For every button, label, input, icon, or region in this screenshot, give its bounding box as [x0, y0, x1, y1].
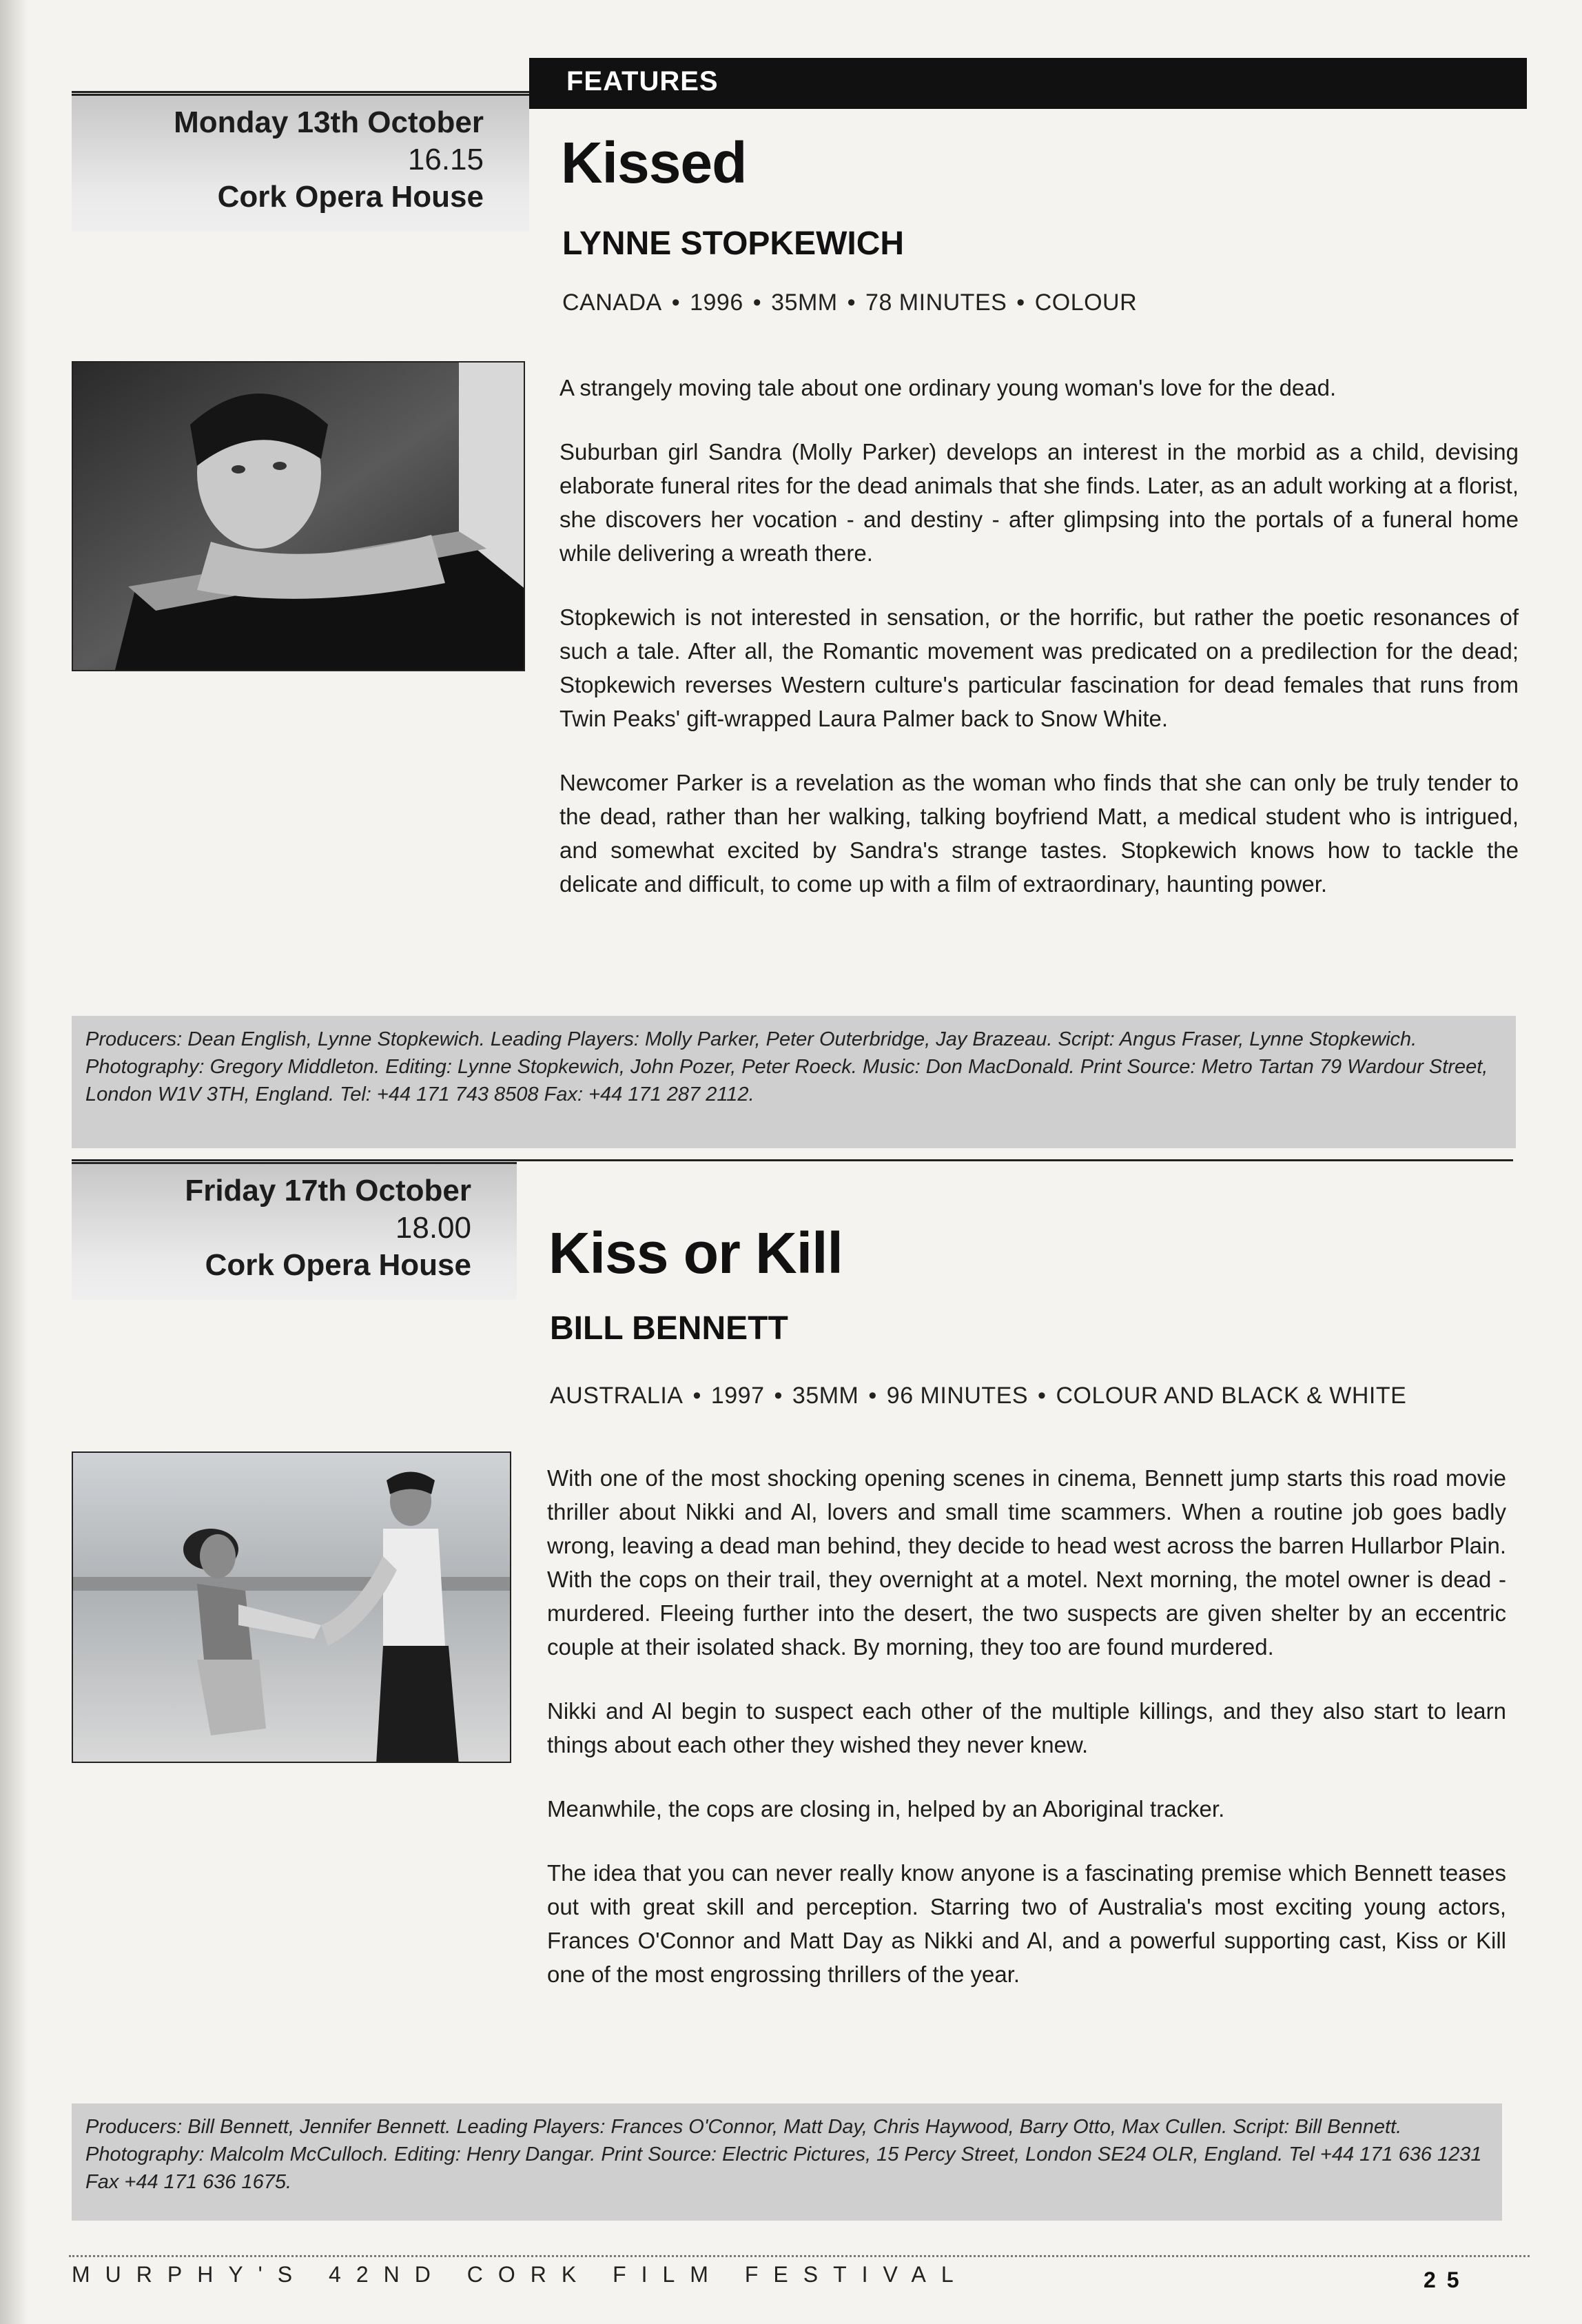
screening-time: 16.15	[407, 143, 484, 176]
synopsis-paragraph: Newcomer Parker is a revelation as the woman who finds that she can only be truly tender to the dead, rather than her walking, talking boyfriend Matt, a medical student who is intrigued, and somewhat excited by Sandra's strange tastes. Stopkewich knows how to tackle the delicate and difficult, to come up with a film of extraordinary, haunting power.	[559, 770, 1519, 897]
spec-colour: COLOUR	[1034, 289, 1138, 316]
screening-day: Friday 17th October	[185, 1174, 471, 1207]
synopsis-paragraph: Nikki and Al begin to suspect each other of the multiple killings, and they also start to learn things about each other they wished they never knew.	[547, 1698, 1506, 1757]
footer-rule	[69, 2255, 1530, 2257]
film-still-photo	[72, 1451, 511, 1763]
film-synopsis	[559, 371, 1519, 931]
film-credits: Producers: Dean English, Lynne Stopkewich. Leading Players: Molly Parker, Peter Outerbridge, Jay Brazeau. Script: Angus Fraser, Lynne Stopkewich. Photography: Gregory Middleton. Editing: Lynne Stopkewich, John Pozer, Peter Roeck. Music: Don MacDonald. Print Source: Metro Tartan 79 Wardour Street, London W1V 3TH, England. Tel: +44 171 743 8508 Fax: +44 171 287 2112.	[72, 1016, 1516, 1148]
spec-colour: COLOUR AND BLACK & WHITE	[1056, 1383, 1407, 1409]
film-still-photo	[72, 361, 525, 671]
synopsis-paragraph: Meanwhile, the cops are closing in, helped by an Aboriginal tracker.	[547, 1796, 1225, 1822]
synopsis-paragraph: The idea that you can never really know anyone is a fascinating premise which Bennett teases out with great skill and perception. Starring two of Australia's most exciting young actors, Frances O'Connor and Matt Day as Nikki and Al, and a powerful supporting cast, Kiss or Kill one of the most engrossing thrillers of the year.	[547, 1860, 1506, 1987]
section-header	[529, 58, 1527, 109]
screening-info	[72, 94, 529, 232]
page-binding-edge	[0, 0, 28, 2324]
spec-year: 1997	[710, 1383, 765, 1409]
spec-runtime: 96 MINUTES	[886, 1383, 1029, 1409]
date-rule	[72, 91, 529, 93]
film-specs: CANADA • 1996 • 35MM • 78 MINUTES • COLOUR	[562, 289, 1138, 316]
spec-country: AUSTRALIA	[550, 1383, 684, 1409]
section-divider	[72, 1159, 1513, 1161]
synopsis-paragraph: With one of the most shocking opening scenes in cinema, Bennett jump starts this road movie thriller about Nikki and Al, lovers and small time scammers. When a routine job goes badly wrong, leaving a dead man behind, they decide to head west across the barren Hullarbor Plain. With the cops on their trail, they overnight at a motel. Next morning, the motel owner is dead - murdered. Fleeing further into the desert, the two suspects are given shelter by an eccentric couple at their isolated shack. By morning, they too are found murdered.	[547, 1465, 1506, 1660]
screening-venue: Cork Opera House	[205, 1248, 471, 1282]
spec-year: 1996	[690, 289, 743, 316]
screening-info	[72, 1162, 517, 1300]
spec-format: 35MM	[792, 1383, 859, 1409]
film-credits: Producers: Bill Bennett, Jennifer Bennett. Leading Players: Frances O'Connor, Matt Day, Chris Haywood, Barry Otto, Max Cullen. Script: Bill Bennett. Photography: Malcolm McCulloch. Editing: Henry Dangar. Print Source: Electric Pictures, 15 Percy Street, London SE24 OLR, England. Tel +44 171 636 1231 Fax +44 171 636 1675.	[72, 2103, 1502, 2221]
screening-venue: Cork Opera House	[217, 180, 484, 214]
film-title: Kissed	[561, 130, 747, 195]
film-title: Kiss or Kill	[548, 1221, 843, 1285]
film-synopsis	[547, 1461, 1506, 2021]
spec-format: 35MM	[771, 289, 838, 316]
synopsis-paragraph: Suburban girl Sandra (Molly Parker) develops an interest in the morbid as a child, devising elaborate funeral rites for the dead animals that she finds. Later, as an adult working at a florist, she discovers her vocation - and destiny - after glimpsing into the portals of a funeral home while delivering a wreath there.	[559, 439, 1519, 566]
page-number: 25	[1424, 2267, 1470, 2292]
section-label: FEATURES	[566, 66, 719, 96]
spec-country: CANADA	[562, 289, 662, 316]
synopsis-paragraph: Stopkewich is not interested in sensation, or the horrific, but rather the poetic resonances of such a tale. After all, the Romantic movement was predicated on a predilection for the dead; Stopkewich reverses Western culture's particular fascination for dead females that runs from Twin Peaks' gift-wrapped Laura Palmer back to Snow White.	[559, 604, 1519, 731]
synopsis-paragraph: A strangely moving tale about one ordinary young woman's love for the dead.	[559, 375, 1337, 400]
film-director: LYNNE STOPKEWICH	[562, 225, 905, 262]
film-specs: AUSTRALIA • 1997 • 35MM • 96 MINUTES • COLOUR AND BLACK & WHITE	[550, 1383, 1407, 1409]
spec-runtime: 78 MINUTES	[865, 289, 1007, 316]
film-director: BILL BENNETT	[550, 1310, 788, 1347]
screening-time: 18.00	[395, 1211, 471, 1245]
screening-day: Monday 13th October	[174, 105, 484, 139]
footer-festival-name: MURPHY'S 42ND CORK FILM FESTIVAL	[72, 2262, 969, 2287]
